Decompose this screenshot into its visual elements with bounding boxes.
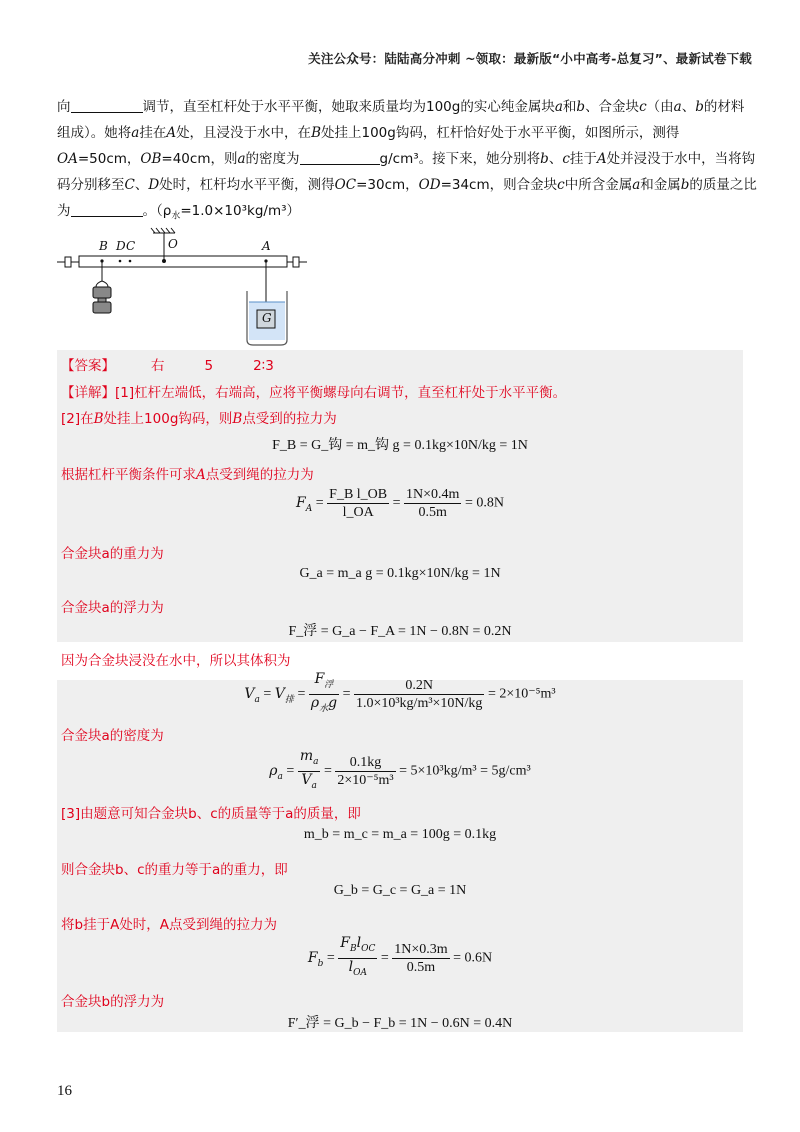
label-o: O bbox=[168, 237, 178, 251]
point-d bbox=[119, 260, 122, 263]
detail-9: 则合金块b、c的重力等于a的重力，即 bbox=[61, 862, 288, 878]
left-balance-nut bbox=[65, 257, 71, 267]
label-g: G bbox=[262, 311, 272, 325]
point-c bbox=[129, 260, 132, 263]
detail-3: 根据杠杆平衡条件可求A点受到绳的拉力为 bbox=[61, 467, 314, 483]
equation-7: m_b = m_c = m_a = 100g = 0.1kg bbox=[303, 827, 497, 842]
detail-11: 合金块b的浮力为 bbox=[61, 994, 165, 1010]
equation-9: $F_b$ = $\frac{F_Bl_{OC}}{l_{OA}}$ = $\frac{1N\times 0.3m}{0.5m}$ = 0.6N bbox=[307, 935, 493, 978]
equation-3: G_a = m_a g = 0.1kg×10N/kg = 1N bbox=[299, 566, 501, 581]
detail-1: 【详解】[1]杠杆左端低，右端高，应将平衡螺母向右调节，直至杠杆处于水平平衡。 bbox=[61, 385, 567, 401]
ceiling-hatch bbox=[151, 228, 175, 233]
detail-8: [3]由题意可知合金块b、c的质量等于a的质量，即 bbox=[61, 806, 361, 822]
equation-2: $F_A$ = $\frac{\text{F\_B l\_OB}}{l\_OA}$ = $\frac{1N\times 0.4m}{0.5m}$ = 0.8N bbox=[296, 487, 504, 520]
weight-neck bbox=[98, 298, 106, 302]
answer-blank-2 bbox=[300, 149, 380, 165]
label-b: B bbox=[99, 239, 108, 253]
detail-6: 因为合金块浸没在水中，所以其体积为 bbox=[61, 653, 291, 669]
page-header: 关注公众号：陆陆高分冲刺 ~领取：最新版“小中高考-总复习”、最新试卷下载 bbox=[308, 51, 752, 66]
equation-4: F_浮 = G_a − F_A = 1N − 0.8N = 0.2N bbox=[288, 624, 512, 639]
detail-7: 合金块a的密度为 bbox=[61, 728, 164, 744]
weight-lower bbox=[93, 302, 111, 313]
detail-5: 合金块a的浮力为 bbox=[61, 600, 164, 616]
equation-10: F′_浮 = G_b − F_b = 1N − 0.6N = 0.4N bbox=[287, 1016, 513, 1031]
label-a: A bbox=[262, 239, 271, 253]
equation-5: $V_a = V_排$ = $\frac{F_浮}{\rho_水g}$ = $\frac{0.2N}{\text{1.0×10³kg/m³×10N/kg}}$ = 2×10⁻⁵m³ bbox=[244, 671, 556, 714]
question-text: 向 调节，直至杠杆处于水平平衡，她取来质量均为100g的实心纯金属块a和b、合金块c（由a、b的材料组成）。她将a挂在A处，且浸没于水中，在B处挂上100g钩码，杠杆恰好处于水平平衡，如图所示，测得OA=50cm，OB=40cm，则a的密度为 g/cm³。接下来，她分别将b、c挂于A处并浸没于水中，当将钩码分别移至C、D处时，杠杆均水平平衡，测得OC=30cm，OD=34cm，则合金块c中所含金属a和金属b的质量之比为 。$(\rho_水=1.0\times 10^3kg/m^3)$ bbox=[57, 99, 757, 222]
lever-figure bbox=[57, 225, 317, 350]
detail-10: 将b挂于A处时，A点受到绳的拉力为 bbox=[61, 917, 278, 933]
label-c: C bbox=[126, 239, 136, 253]
answer-blank-3 bbox=[71, 201, 143, 217]
weight-upper bbox=[93, 287, 111, 298]
answer-blank-1 bbox=[71, 97, 143, 113]
lever-bar bbox=[79, 256, 287, 267]
answer-section bbox=[57, 350, 743, 1032]
detail-4: 合金块a的重力为 bbox=[61, 546, 164, 562]
page-number: 16 bbox=[57, 1083, 72, 1099]
lever-diagram bbox=[57, 225, 317, 350]
pivot-o bbox=[162, 259, 166, 263]
answer-line: 【答案】 右 5 2∶3 bbox=[61, 358, 274, 374]
weight-hook bbox=[96, 281, 108, 287]
detail-2: [2]在B处挂上100g钩码，则B点受到的拉力为 bbox=[61, 411, 337, 427]
label-d: D bbox=[116, 239, 126, 253]
equation-1: F_B = G_钩 = m_钩 g = 0.1kg×10N/kg = 1N bbox=[272, 438, 528, 453]
equation-8: G_b = G_c = G_a = 1N bbox=[333, 883, 467, 898]
equation-6: $\rho_a$ = $\frac{m_a}{V_a}$ = $\frac{0.1kg}{\text{2×10⁻⁵m³}}$ = 5×10³kg/m³ = 5g/cm³ bbox=[269, 748, 531, 791]
right-balance-nut bbox=[293, 257, 299, 267]
